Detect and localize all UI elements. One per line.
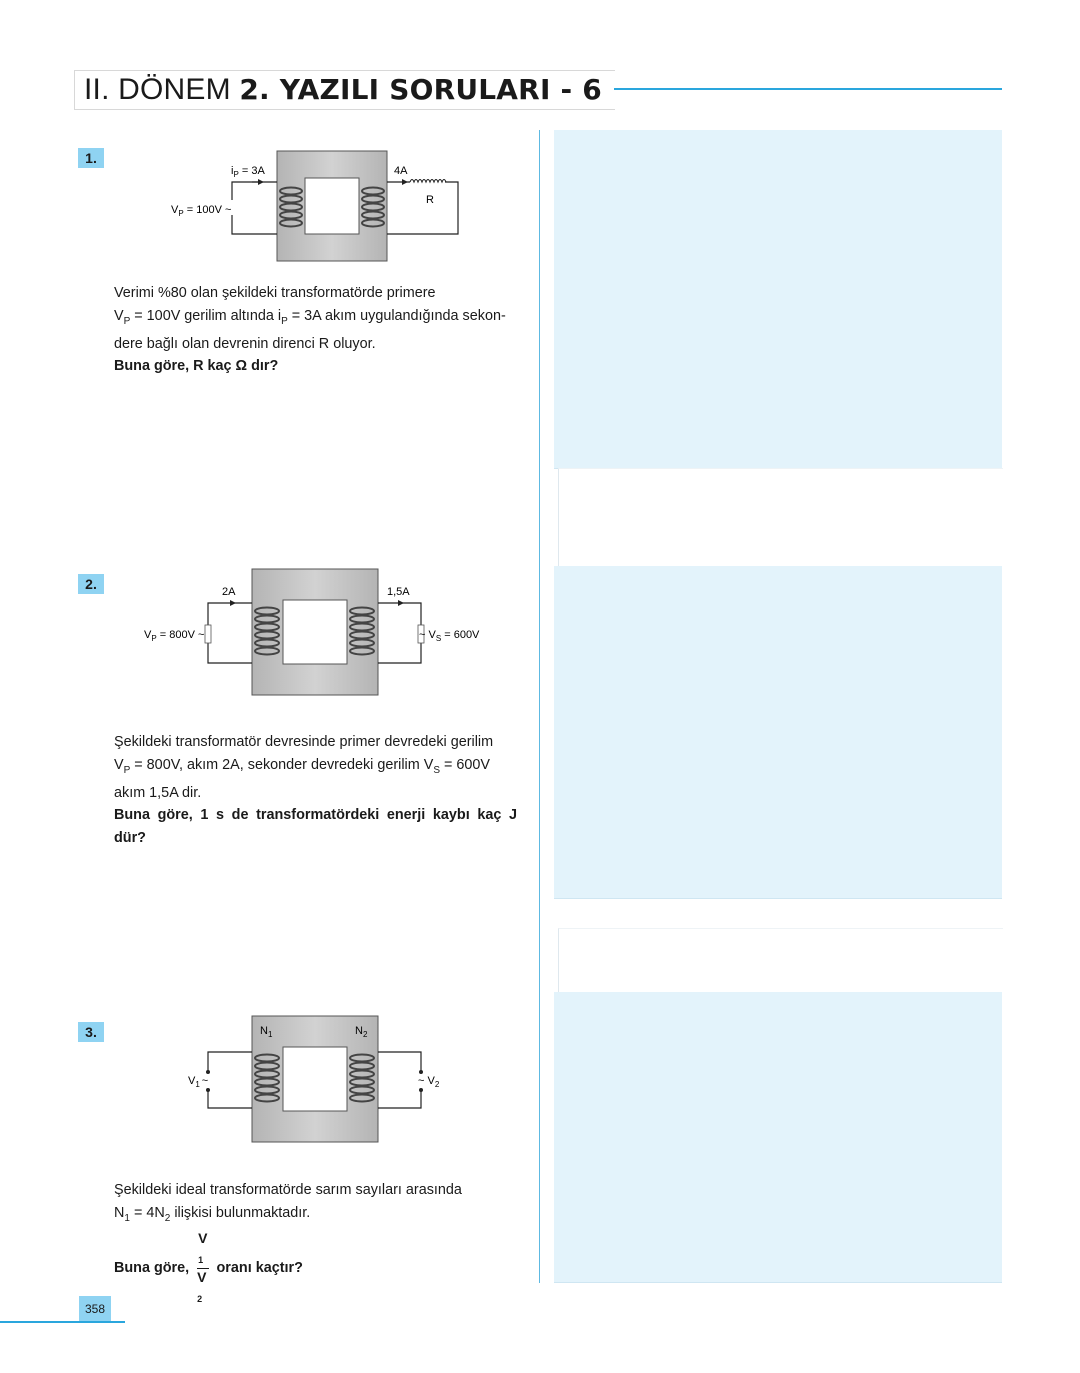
answer-area-1: [554, 130, 1002, 469]
q1-line2: $V_P = 100V$ gerilim altında $i_P = 3A$ akım uygulandığında sekon-: [114, 307, 506, 327]
vs-label: ~ $V_S = 600V$: [419, 629, 480, 643]
n2-label: $N_2$: [355, 1025, 368, 1039]
r-label: R: [426, 194, 434, 206]
core-window: [305, 178, 359, 234]
page-number: 358: [79, 1296, 111, 1322]
header-rule: [614, 88, 1002, 90]
q1-line3: dere bağlı olan devrenin direnci R oluyor.: [114, 335, 376, 352]
panel-gap-2: [558, 928, 1003, 993]
is-label: 1,5A: [387, 586, 410, 598]
v1-label: $V_1$ ~: [188, 1075, 209, 1089]
title-bold: 2. YAZILI SORULARI - 6: [239, 73, 602, 106]
vp-label: $V_P = 800V$ ~: [144, 629, 205, 643]
transformer-figure-2: [140, 565, 500, 700]
q3-question: Buna göre, V $_1$ V $_2$ oranı kaçtır?: [114, 1230, 517, 1307]
page-header: [74, 70, 615, 110]
page-title: [84, 73, 602, 107]
q1-question: Buna göre, R kaç Ω dır?: [114, 358, 279, 375]
question-1-text: [114, 282, 517, 378]
question-number-3: 3.: [78, 1022, 104, 1042]
core-window: [283, 1047, 347, 1111]
panel-gap-1: [558, 468, 1003, 567]
q1-line1: Verimi %80 olan şekildeki transformatörde primere: [114, 285, 436, 301]
v2-label: ~ $V_2$: [418, 1075, 440, 1089]
core-window: [283, 600, 347, 664]
q3-line2: $N_1 = 4N_2$ ilişkisi bulunmaktadır.: [114, 1204, 311, 1224]
ip-label: 2A: [222, 586, 236, 598]
question-number-1: 1.: [78, 148, 104, 168]
vp-label: $V_P = 100V$ ~: [171, 204, 232, 218]
q2-line2: $V_P = 800V$, akım 2A, sekonder devredeki gerilim $V_S = 600V$: [114, 756, 491, 776]
question-2-text: [114, 731, 517, 849]
n1-label: $N_1$: [260, 1025, 273, 1039]
q3-line1: Şekildeki ideal transformatörde sarım sayıları arasında: [114, 1182, 462, 1198]
transformer-figure-3: [180, 1012, 460, 1147]
ip-label: $i_P = 3A$: [231, 165, 265, 179]
q2-question: Buna göre, 1 s de transformatördeki enerji kaybı kaç J dür?: [114, 807, 517, 846]
footer-rule: [0, 1321, 125, 1323]
column-divider: [539, 130, 540, 1283]
title-light: II. DÖNEM: [84, 73, 240, 106]
answer-area-2: [554, 566, 1002, 899]
question-number-2: 2.: [78, 574, 104, 594]
is-label: 4A: [394, 165, 408, 177]
transformer-figure-1: [160, 145, 470, 270]
resistor-coil: [410, 180, 446, 183]
ratio-fraction: V $_1$ V $_2$: [197, 1229, 208, 1304]
answer-area-3: [554, 992, 1002, 1283]
q2-line1: Şekildeki transformatör devresinde primer devredeki gerilim: [114, 734, 494, 750]
question-3-text: [114, 1179, 517, 1306]
q2-line3: akım 1,5A dir.: [114, 784, 202, 801]
